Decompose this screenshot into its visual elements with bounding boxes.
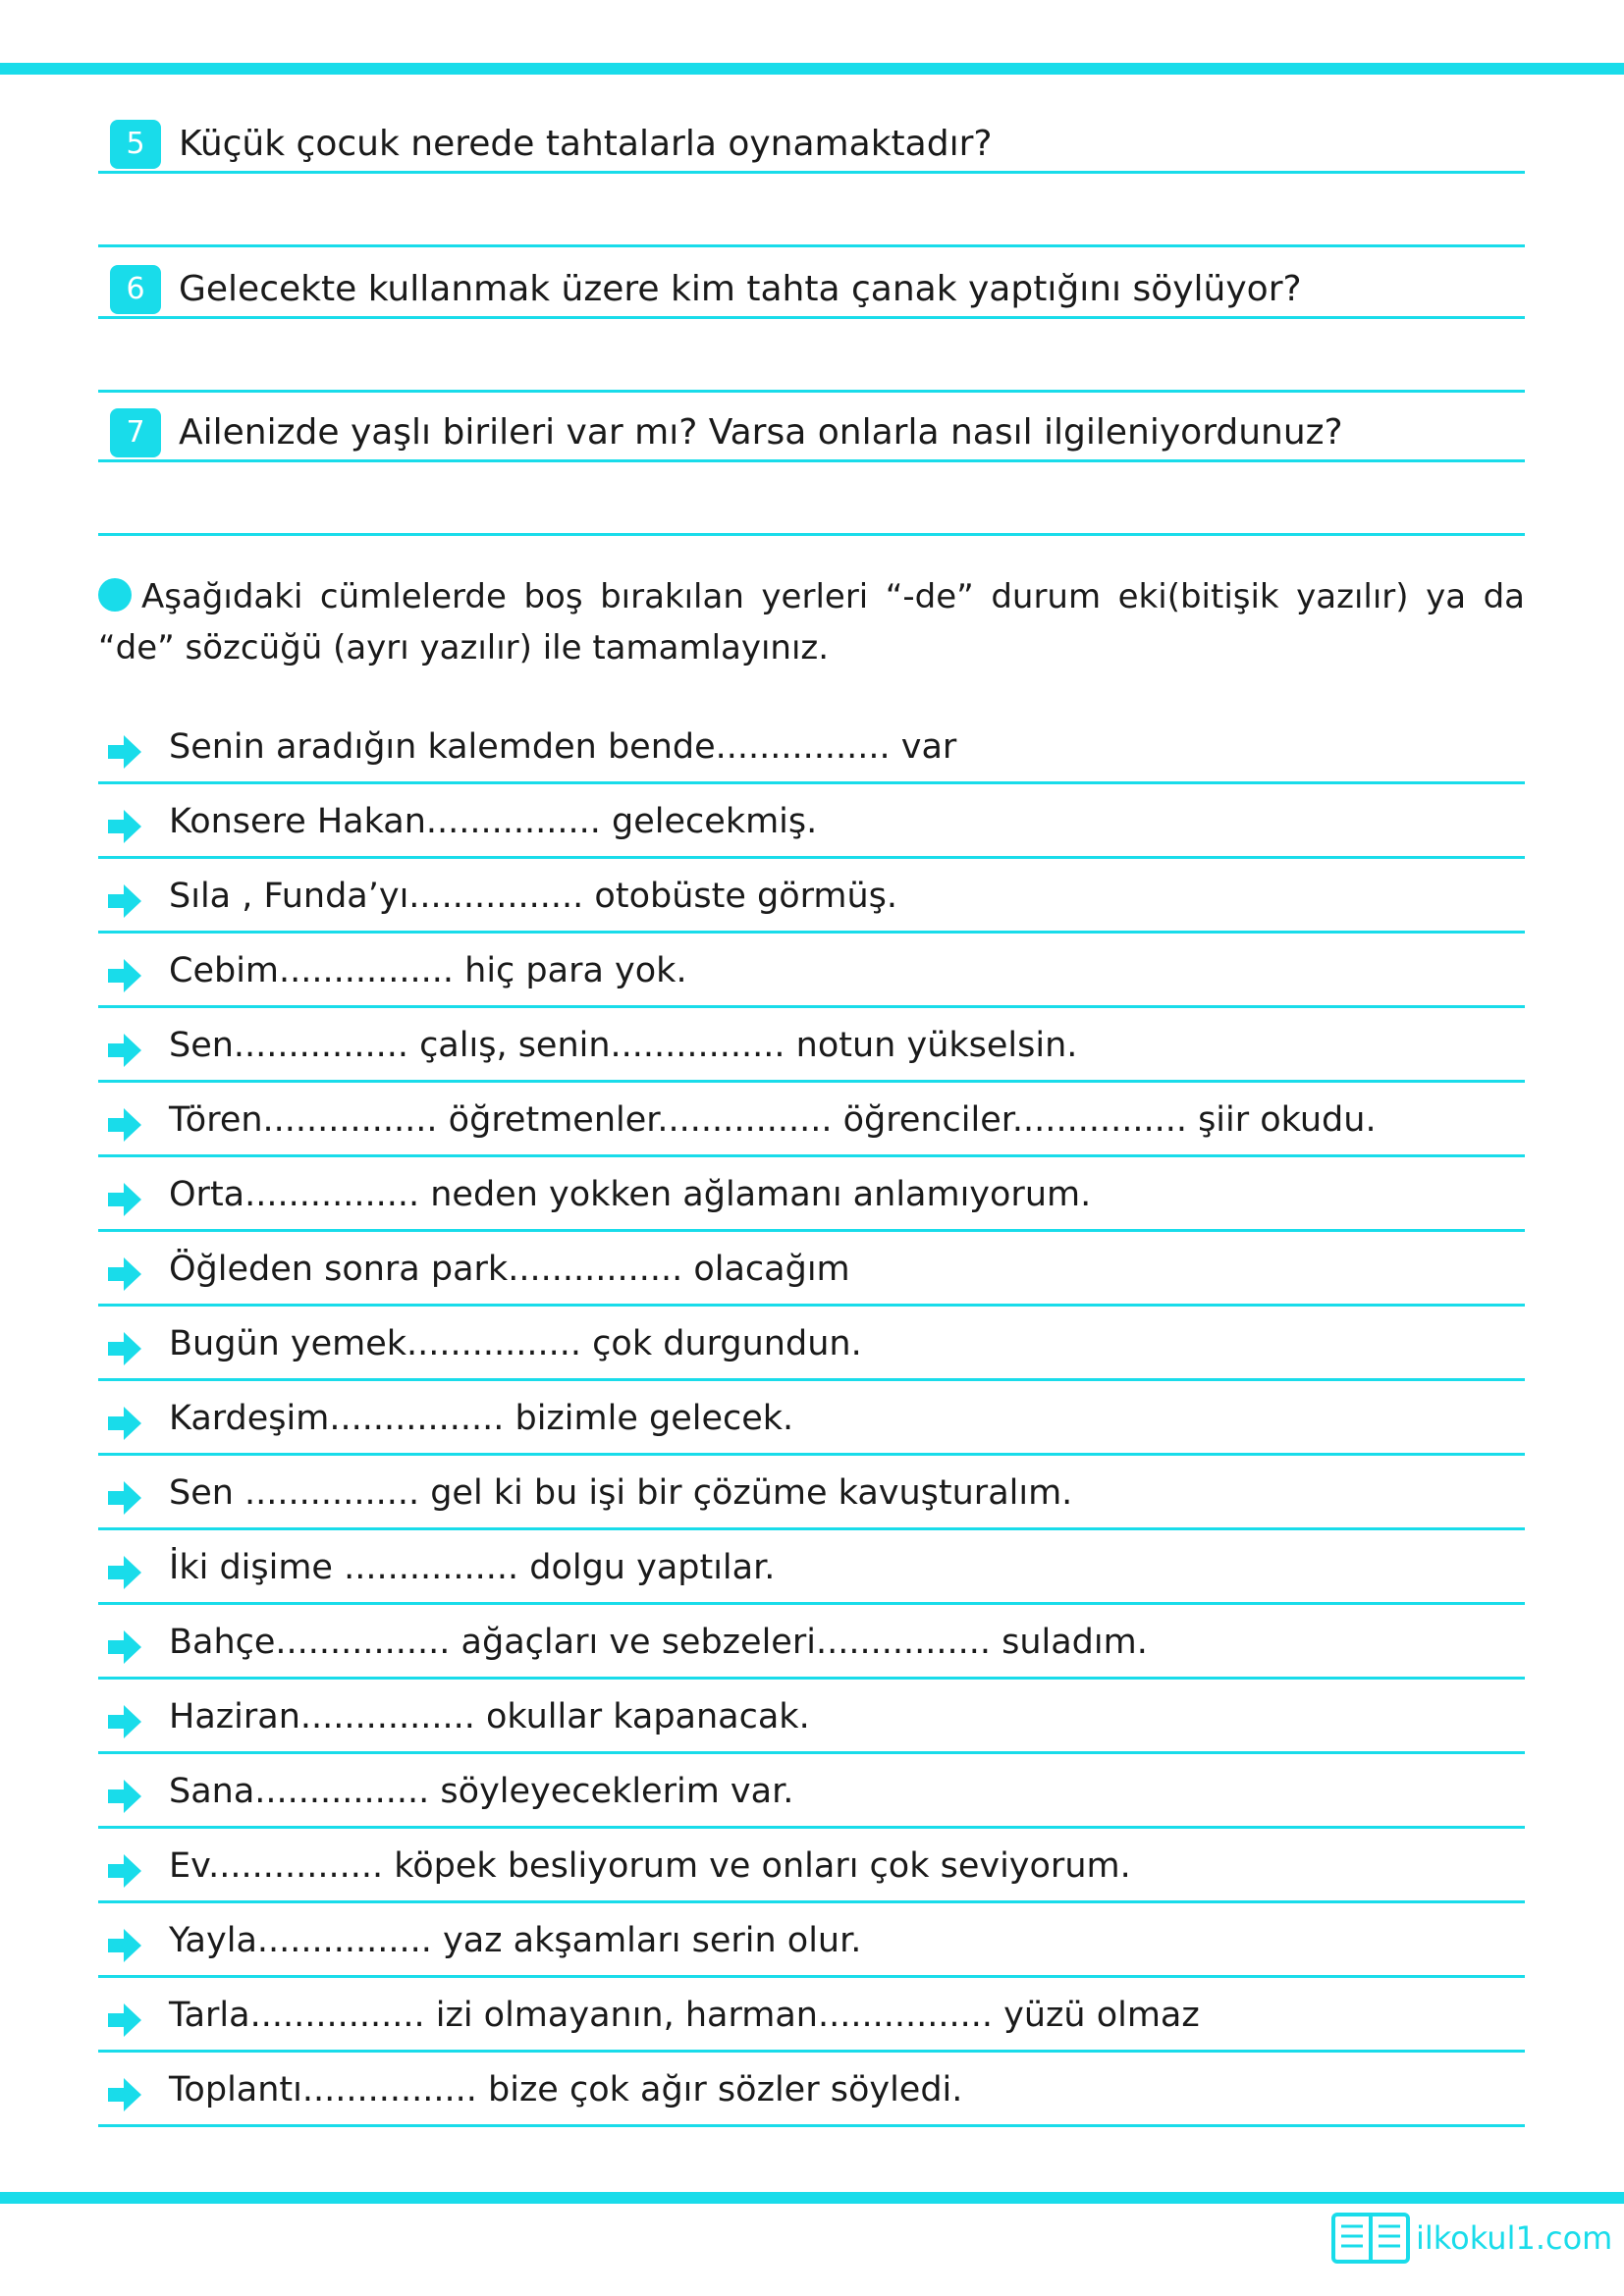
sentence-row[interactable] <box>98 784 1525 859</box>
sentence-row[interactable] <box>98 859 1525 934</box>
bullet-icon <box>98 578 132 612</box>
question-number-badge: 7 <box>110 408 161 457</box>
sentence-text: Orta................ neden yokken ağlamanı anlamıyorum. <box>169 1175 1092 1214</box>
sentence-row[interactable] <box>98 1903 1525 1978</box>
instruction <box>98 571 1525 673</box>
sentence-text: Öğleden sonra park................ olacağım <box>169 1250 850 1289</box>
sentence-row[interactable] <box>98 1456 1525 1530</box>
sentence-text: Sıla , Funda’yı................ otobüste görmüş. <box>169 877 898 916</box>
arrow-right-icon <box>106 1553 143 1592</box>
sentence-row[interactable] <box>98 934 1525 1008</box>
sentence-text: Sen................ çalış, senin................ notun yükselsin. <box>169 1026 1078 1065</box>
question-number-badge: 5 <box>110 120 161 169</box>
arrow-right-icon <box>106 807 143 846</box>
question-text: Gelecekte kullanmak üzere kim tahta çanak yaptığını söylüyor? <box>179 269 1302 309</box>
question-line <box>98 389 1525 462</box>
top-accent-bar <box>0 63 1624 75</box>
sentence-list <box>98 710 1525 2127</box>
arrow-right-icon <box>106 1851 143 1891</box>
sentence-text: Tören................ öğretmenler................ öğrenciler................ şiir okudu. <box>169 1100 1377 1140</box>
arrow-right-icon <box>106 1255 143 1294</box>
sentence-text: Bahçe................ ağaçları ve sebzeleri................ suladım. <box>169 1623 1148 1662</box>
sentence-text: İki dişime ................ dolgu yaptılar. <box>169 1548 776 1587</box>
sentence-row[interactable] <box>98 1829 1525 1903</box>
sentence-row[interactable] <box>98 1307 1525 1381</box>
answer-line[interactable] <box>98 462 1525 536</box>
question-text: Küçük çocuk nerede tahtalarla oynamaktadır? <box>179 124 993 164</box>
arrow-right-icon <box>106 1926 143 1965</box>
arrow-right-icon <box>106 2075 143 2114</box>
sentence-text: Sana................ söyleyeceklerim var. <box>169 1772 794 1811</box>
sentence-row[interactable] <box>98 1680 1525 1754</box>
sentence-text: Kardeşim................ bizimle gelecek. <box>169 1399 794 1438</box>
question-text: Ailenizde yaşlı birileri var mı? Varsa onlarla nasıl ilgileniyordunuz? <box>179 412 1343 453</box>
sentence-row[interactable] <box>98 1381 1525 1456</box>
instruction-text: Aşağıdaki cümlelerde boş bırakılan yerleri “-de” durum eki(bitişik yazılır) ya da “de” sözcüğü (ayrı yazılır) ile tamamlayınız. <box>98 577 1525 667</box>
question-line <box>98 100 1525 174</box>
sentence-text: Yayla................ yaz akşamları serin olur. <box>169 1921 862 1960</box>
sentence-row[interactable] <box>98 1157 1525 1232</box>
question-7 <box>98 389 1525 536</box>
sentence-row[interactable] <box>98 710 1525 784</box>
sentence-row[interactable] <box>98 1605 1525 1680</box>
sentence-text: Konsere Hakan................ gelecekmiş. <box>169 802 818 841</box>
arrow-right-icon <box>106 1329 143 1368</box>
sentence-text: Ev................ köpek besliyorum ve onları çok seviyorum. <box>169 1846 1131 1886</box>
sentence-row[interactable] <box>98 1978 1525 2053</box>
question-5 <box>98 100 1525 247</box>
question-6 <box>98 245 1525 393</box>
arrow-right-icon <box>106 1404 143 1443</box>
sentence-row[interactable] <box>98 1083 1525 1157</box>
arrow-right-icon <box>106 881 143 921</box>
arrow-right-icon <box>106 956 143 995</box>
arrow-right-icon <box>106 1105 143 1145</box>
arrow-right-icon <box>106 1031 143 1070</box>
answer-line[interactable] <box>98 319 1525 393</box>
sentence-text: Sen ................ gel ki bu işi bir çözüme kavuşturalım. <box>169 1473 1073 1513</box>
sentence-text: Toplantı................ bize çok ağır sözler söyledi. <box>169 2070 963 2109</box>
sentence-row[interactable] <box>98 2053 1525 2127</box>
arrow-right-icon <box>106 1478 143 1518</box>
arrow-right-icon <box>106 1628 143 1667</box>
arrow-right-icon <box>106 732 143 772</box>
arrow-right-icon <box>106 1777 143 1816</box>
logo-text: ilkokul1.com <box>1416 2219 1613 2257</box>
answer-line[interactable] <box>98 174 1525 247</box>
sentence-row[interactable] <box>98 1530 1525 1605</box>
sentence-row[interactable] <box>98 1232 1525 1307</box>
site-logo <box>1331 2211 1612 2266</box>
question-line <box>98 245 1525 319</box>
sentence-text: Cebim................ hiç para yok. <box>169 951 687 990</box>
question-number-badge: 6 <box>110 265 161 314</box>
arrow-right-icon <box>106 1702 143 1741</box>
book-icon <box>1331 2211 1410 2266</box>
bottom-accent-bar <box>0 2192 1624 2204</box>
sentence-row[interactable] <box>98 1008 1525 1083</box>
arrow-right-icon <box>106 2001 143 2040</box>
sentence-text: Haziran................ okullar kapanacak. <box>169 1697 810 1736</box>
sentence-text: Senin aradığın kalemden bende................ var <box>169 727 957 767</box>
sentence-text: Bugün yemek................ çok durgundun. <box>169 1324 862 1363</box>
sentence-text: Tarla................ izi olmayanın, harman................ yüzü olmaz <box>169 1996 1200 2035</box>
sentence-row[interactable] <box>98 1754 1525 1829</box>
arrow-right-icon <box>106 1180 143 1219</box>
